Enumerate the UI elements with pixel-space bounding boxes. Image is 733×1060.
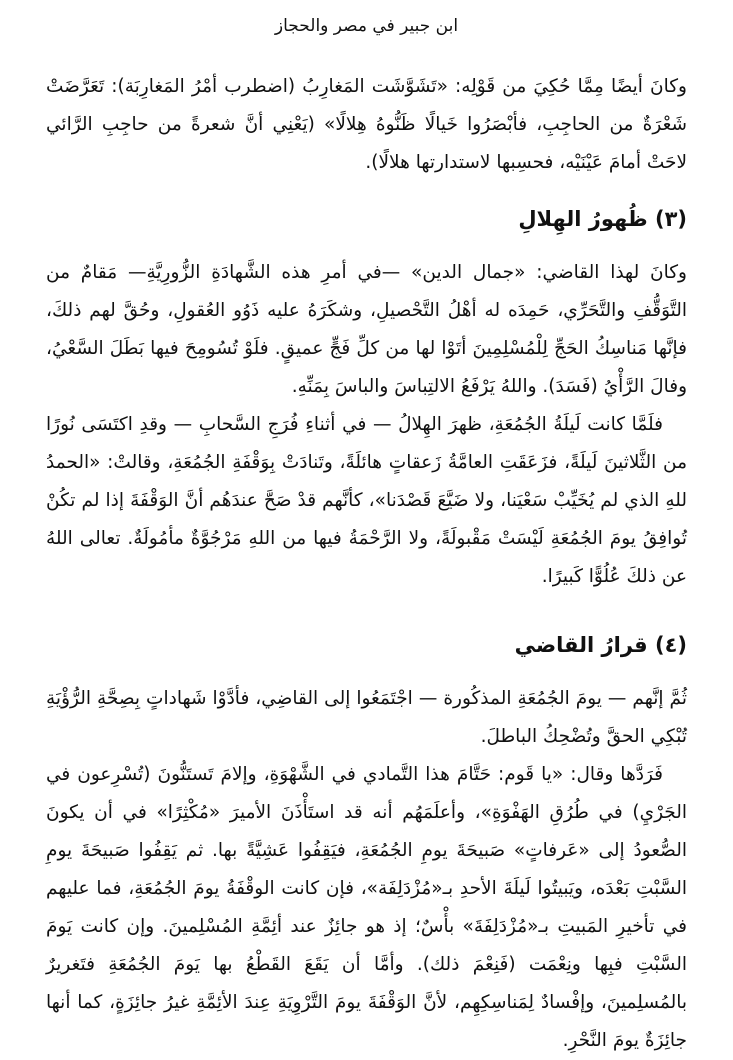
paragraph-judge-caution: وكانَ لهذا القاضي: «جمال الدين» —في أمرِ هذه الشَّهادَةِ الزُّورِيَّةِ— مَقامٌ من التَّوَقُّفِ والتَّحَرِّي، حَمِدَه له أهْلُ التَّحْصيلِ، وشكَرَهُ عليه ذَوُو العُقولِ، وحُقَّ لهم ذلكَ، فإنَّها مَناسِكُ الحَجِّ لِلْمُسْلِمِينَ أتَوْا لها من كلِّ فَجٍّ عميقٍ. فلَوْ تُسُومِحَ فيها بَطَلَ السَّعْيُ، وفالَ الرَّأْيُ (فَسَدَ). واللهُ يَرْفَعُ الالتِباسَ والباسَ بِمَنِّهِ. bbox=[46, 262, 687, 397]
paragraph-misread-moon: وكانَ أيضًا مِمَّا حُكِيَ من قَوْلِه: «تَشَوَّشَت المَغارِبُ (اضطرب أمْرُ المَغارِبَة): تَعَرَّضَتْ شَعْرَةٌ من الحاجِبِ، فأبْصَرُوا خَيالًا ظَنُّوهُ هِلالًا» (يَعْنِي أنَّ شعرةً من حاجِبِ الرَّائي لاحَتْ أمامَ عَيْنَيْه، فحسِبها لاستدارتها هلالًا). bbox=[46, 76, 687, 173]
running-header: ابن جبير في مصر والحجاز bbox=[274, 16, 459, 36]
paragraph-testimonies: ثُمَّ إنَّهم — يومَ الجُمُعَةِ المذكُورة — اجْتَمَعُوا إلى القاضِي، فأدَّوْا شَهاداتٍ بِصِحَّةِ الرُّؤْيَةِ تُبْكِي الحقَّ وتُضْحِكُ الباطلَ. bbox=[46, 688, 687, 747]
section-heading-judge-decision: (٤) قرارُ القاضي bbox=[514, 633, 687, 657]
paragraph-friday-night-crescent: فلَمَّا كانت لَيلَةُ الجُمُعَةِ، ظهرَ الهِلالُ — في أثناءِ فُرَجِ السَّحابِ — وقدِ اكتَسَى نُورًا من الثَّلاثينَ لَيلَةً، فزَعَقَتِ العامَّةُ زَعقاتٍ هائلَةً، وتَنادَتْ بِوَقْفَةِ الجُمُعَةِ، وقالتْ: «الحمدُ للهِ الذي لم يُخَيِّبْ سَعْيَنا، ولا ضَيَّعَ قَصْدَنا»، كأنَّهم قدْ صَحَّ عندَهُم أنَّ الوَقْفَةَ إذا لم تكُنْ تُوافِقُ يومَ الجُمُعَةِ لَيْسَتْ مَقْبولَةً، ولا الرَّحْمَةُ فيها من اللهِ مَرْجُوَّةٌ مأمُولَةٌ. تعالى اللهُ عن ذلكَ عُلُوًّا كَبيرًا. bbox=[46, 414, 687, 587]
paragraph-judge-response: فَرَدَّها وقال: «يا قَوم: حَتَّامَ هذا التَّمادي في الشَّهْوَةِ، وإلامَ تَستَنُّونَ (تُسْرِعون في الجَرْيِ) في طُرُقِ الهَفْوَةِ»، وأعلَمَهُم أنه قد استَأْذَنَ الأميرَ «مُكْثِرًا» في أن يكونَ الصُّعودُ إلى «عَرفاتٍ» صَبيحَةَ يومِ الجُمُعَةِ، فيَقِفُوا عَشِيَّةً بها. ثم يَقِفُوا صَبيحَةَ يومِ السَّبْتِ بَعْدَه، ويَبيتُوا لَيلَةَ الأحدِ بـ«مُزْدَلِفَة»، فإن كانت الوقْفَةُ يومَ الجُمُعَةِ، فما عليهم في تأخيرِ المَبيتِ بـ«مُزْدَلِفَةَ» بأْسٌ؛ إذ هو جائِزٌ عند أئِمَّةِ المُسْلِمينَ. وإن كانت يَومَ السَّبْتِ فبِها ونِعْمَت (فَنِعْمَ ذلك). وأمَّا أن يَقَعَ القَطْعُ بها يَومَ الجُمُعَةِ فتَغريرٌ بالمُسلِمينَ، وإفْسادٌ لِمَناسِكِهِم، لأنَّ الوَقْفَةَ يومَ التَّرْوِيَةِ عِندَ الأئِمَّةِ غيرُ جائِزَةٍ، كما أنها جائِزَةٌ يومَ النَّحْرِ. bbox=[46, 764, 687, 1051]
section-heading-moon-appearance: (٣) ظُهورُ الهِلالِ bbox=[518, 207, 687, 231]
